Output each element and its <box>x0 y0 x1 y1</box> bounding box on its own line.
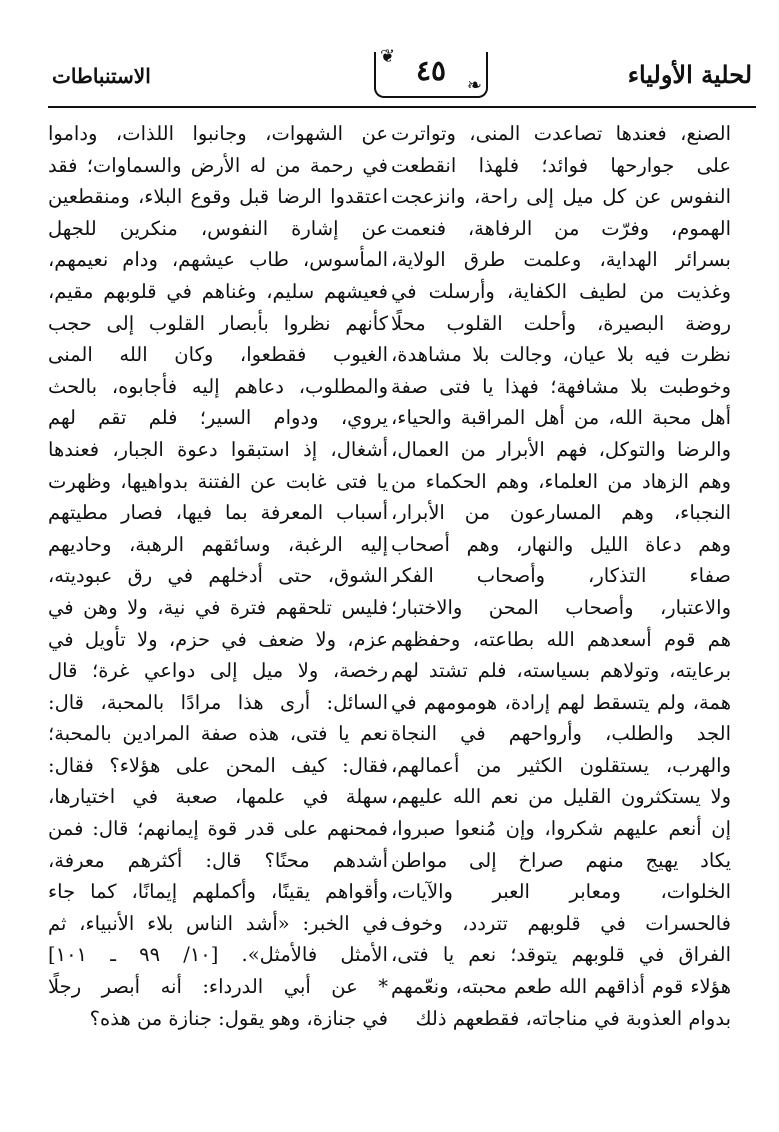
text-line: كأنهم نظروا بأبصار القلوب إلى حجب <box>48 311 388 335</box>
text-line: يا فتى غابت عن الفتنة بدواهيها، وظهرت <box>48 469 388 493</box>
text-line: همة، ولم يتسقط لهم إرادة، هومومهم في <box>391 690 731 714</box>
text-line: ولا يستكثرون القليل من نعم الله عليهم، <box>391 785 731 809</box>
text-line: فليس تلحقهم فترة في نية، ولا وهن في <box>48 595 388 619</box>
text-line: وأقواهم يقينًا، وأكملهم إيمانًا، كما جاء <box>48 880 388 904</box>
text-line: وغذيت من لطيف الكفاية، وأرسلت في <box>391 279 731 303</box>
page-header <box>48 46 756 108</box>
text-line: يكاد يهيج منهم صراخ إلى مواطن <box>391 848 731 872</box>
text-line: فعيشهم سليم، وغناهم في قلوبهم مقيم، <box>48 279 388 303</box>
text-line: الأمثل فالأمثل». [١٠/ ٩٩ ـ ١٠١] <box>48 943 388 967</box>
text-line: عزم، ولا ضعف في حزم، ولا تأويل في <box>48 627 388 651</box>
text-line: والاعتبار، وأصحاب المحن والاختبار؛ <box>391 595 731 619</box>
text-line: في الخبر: «أشد الناس بلاء الأنبياء، ثم <box>48 911 388 935</box>
page-number-frame <box>374 46 488 98</box>
text-line: هم قوم أسعدهم الله بطاعته، وحفظهم <box>391 627 731 651</box>
text-line: والهرب، يستقلون الكثير من أعمالهم، <box>391 753 731 777</box>
text-line: وخوطبت بلا مشافهة؛ فهذا يا فتى صفة <box>391 374 731 398</box>
text-line: فالحسرات في قلوبهم تتردد، وخوف <box>391 911 731 935</box>
text-line: الخلوات، ومعابر العبر والآيات، <box>391 880 731 904</box>
text-line: نظرت فيه بلا عيان، وجالت بلا مشاهدة، <box>391 343 731 367</box>
left-text-column <box>48 118 388 1034</box>
text-line: المأسوس، طاب عيشهم، ودام نعيمهم، <box>48 248 388 272</box>
text-line: الجد والطلب، وأرواحهم في النجاة <box>391 722 731 746</box>
text-line: الصنع، فعندها تصاعدت المنى، وتواترت <box>391 122 731 145</box>
text-line: إليه الرغبة، وسائقهم الرهبة، وحاديهم <box>48 532 388 556</box>
page-number: ٤٥ <box>415 54 447 87</box>
text-line: الهموم، وفرّت من الرفاهة، فنعمت <box>391 216 731 240</box>
text-line: أسباب المعرفة بما فيها، فصار مطيتهم <box>48 501 388 525</box>
text-line: بدوام العذوبة في مناجاته، فقطعهم ذلك <box>415 1006 731 1030</box>
text-line: * عن أبي الدرداء: أنه أبصر رجلًا <box>48 975 388 999</box>
text-line: عن إشارة النفوس، منكرين للجهل <box>48 216 388 240</box>
ornament-icon: ❧ <box>466 75 482 96</box>
text-line: السائل: أرى هذا مرادًا بالمحبة، قال: <box>48 690 388 714</box>
text-line: أشدهم محنًا؟ قال: أكثرهم معرفة، <box>48 848 388 872</box>
text-line: على جوارحها فوائد؛ فلهذا انقطعت <box>391 153 731 177</box>
text-line: سهلة في علمها، صعبة في اختيارها، <box>48 785 388 809</box>
text-line: روضة البصيرة، وأحلت القلوب محلًا <box>391 311 731 335</box>
text-line: نعم يا فتى، هذه صفة المرادين بالمحبة؛ <box>48 722 388 746</box>
running-title-right: لحلية الأولياء <box>627 60 752 89</box>
text-line: رخصة، ولا ميل إلى دواعي غرة؛ قال <box>48 659 388 683</box>
text-line: هؤلاء قوم أذاقهم الله طعم محبته، ونعّمهم <box>391 975 731 999</box>
running-title-left: الاستنباطات <box>52 64 151 88</box>
text-line: وهم الزهاد من العلماء، وهم الحكماء من <box>391 469 731 493</box>
text-line: يروي، ودوام السير؛ فلم تقم لهم <box>48 406 388 430</box>
text-line: برعايته، وتولاهم بسياسته، فلم تشتد لهم <box>391 659 731 683</box>
text-line: أهل محبة الله، من أهل المراقبة والحياء، <box>391 406 731 430</box>
text-line: وهم دعاة الليل والنهار، وهم أصحاب <box>391 532 731 556</box>
text-line: إن أنعم عليهم شكروا، وإن مُنعوا صبروا، <box>391 817 731 841</box>
text-line: الشوق، حتى أدخلهم في رق عبوديته، <box>48 564 388 588</box>
right-text-column <box>391 118 731 1034</box>
text-line: في جنازة، وهو يقول: جنازة من هذه؟ <box>89 1006 388 1030</box>
text-line: والرضا والتوكل، فهم الأبرار من العمال، <box>391 437 731 461</box>
text-line: بسرائر الهداية، وعلمت طرق الولاية، <box>391 248 731 272</box>
text-line: فمحنهم على قدر قوة إيمانهم؛ قال: فمن <box>48 817 388 841</box>
text-line: فقال: كيف المحن على هؤلاء؟ فقال: <box>48 753 388 777</box>
text-line: والمطلوب، دعاهم إليه فأجابوه، بالحث <box>48 374 388 398</box>
text-line: الفراق في قلوبهم يتوقد؛ نعم يا فتى، <box>391 943 731 967</box>
text-line: النفوس عن كل ميل إلى راحة، وانزعجت <box>391 185 731 209</box>
text-line: أشغال، إذ استبقوا دعوة الجبار، فعندها <box>48 437 388 461</box>
ornament-icon: ❦ <box>380 46 396 67</box>
text-line: النجباء، وهم المسارعون من الأبرار، <box>391 501 731 525</box>
text-line: صفاء التذكار، وأصحاب الفكر <box>391 564 731 588</box>
text-line: اعتقدوا الرضا قبل وقوع البلاء، ومنقطعين <box>48 185 388 209</box>
text-line: في رحمة من له الأرض والسماوات؛ فقد <box>48 153 388 177</box>
text-line: الغيوب فقطعوا، وكان الله المنى <box>48 343 388 367</box>
text-line: عن الشهوات، وجانبوا اللذات، وداموا <box>48 122 388 145</box>
